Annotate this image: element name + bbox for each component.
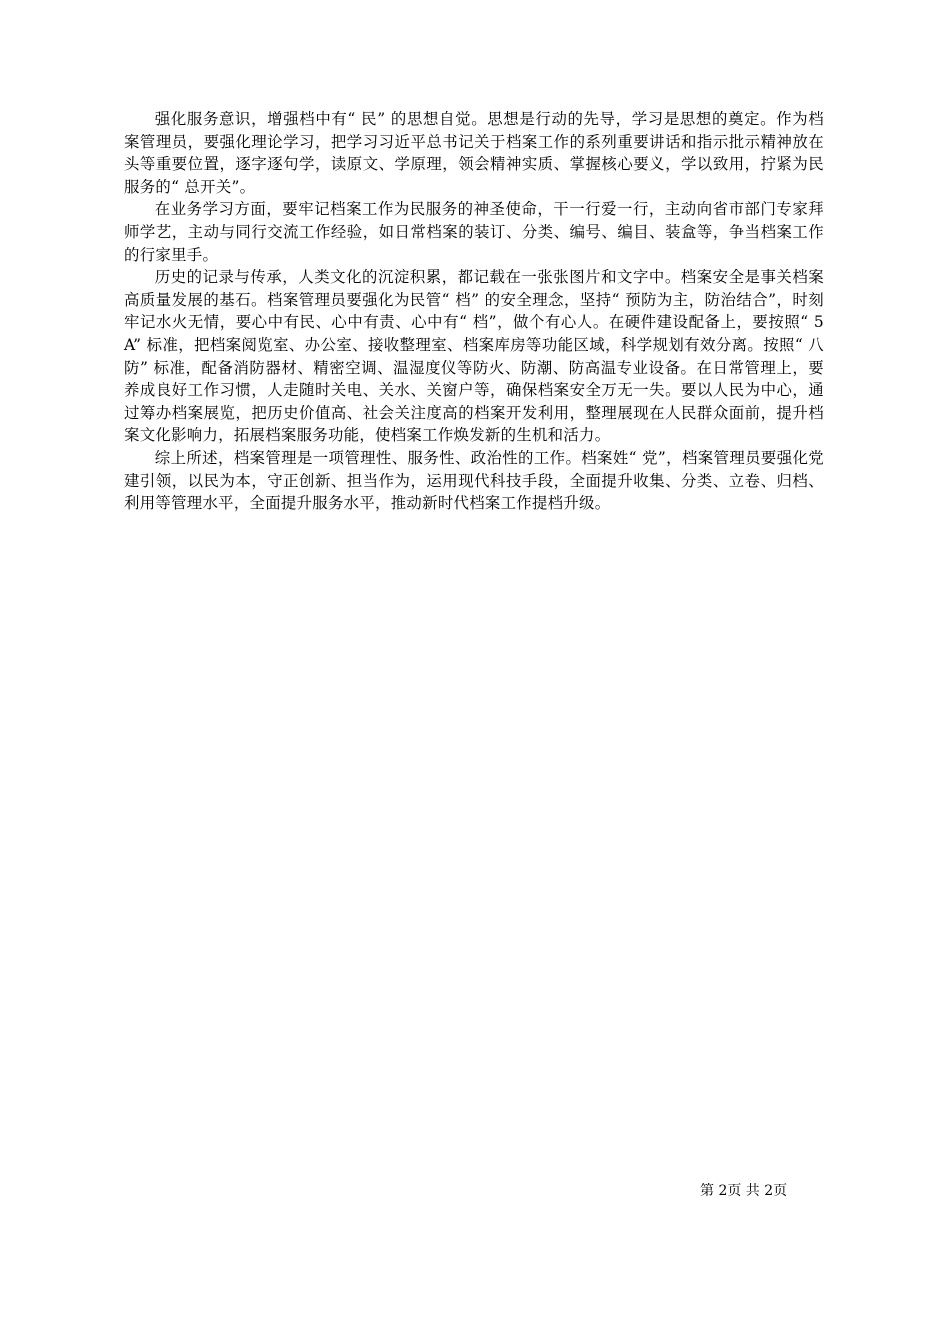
paragraph-2: 在业务学习方面，要牢记档案工作为民服务的神圣使命，干一行爱一行，主动向省市部门专家拜师学艺，主动与同行交流工作经验，如日常档案的装订、分类、编号、编目、装盒等，争当档案工作的行家里手。 xyxy=(124,200,824,264)
page-number-footer: 第 2页 共 2页 xyxy=(700,1183,788,1199)
paragraph-3: 历史的记录与传承，人类文化的沉淀积累，都记载在一张张图片和文字中。档案安全是事关档案高质量发展的基石。档案管理员要强化为民管“ 档” 的安全理念，坚持“ 预防为主，防治结合”，时刻牢记水火无情，要心中有民、心中有责、心中有“ 档”，做个有心人。在硬件建设配备上，要按照“ 5A” 标准，把档案阅览室、办公室、接收整理室、档案库房等功能区域，科学规划有效分离。按照“ 八防” 标准，配备消防器材、精密空调、温湿度仪等防火、防潮、防高温专业设备。在日常管理上，要养成良好工作习惯，人走随时关电、关水、关窗户等，确保档案安全万无一失。要以人民为中心，通过筹办档案展览，把历史价值高、社会关注度高的档案开发利用，整理展现在人民群众面前，提升档案文化影响力，拓展档案服务功能，使档案工作焕发新的生机和活力。 xyxy=(124,268,824,445)
paragraph-1: 强化服务意识，增强档中有“ 民” 的思想自觉。思想是行动的先导，学习是思想的奠定。作为档案管理员，要强化理论学习，把学习习近平总书记关于档案工作的系列重要讲话和指示批示精神放在头等重要位置，逐字逐句学，读原文、学原理，领会精神实质、掌握核心要义，学以致用，拧紧为民服务的“ 总开关”。 xyxy=(124,110,824,196)
paragraph-4: 综上所述，档案管理是一项管理性、服务性、政治性的工作。档案姓“ 党”，档案管理员要强化党建引领，以民为本，守正创新、担当作为，运用现代科技手段，全面提升收集、分类、立卷、归档、利用等管理水平，全面提升服务水平，推动新时代档案工作提档升级。 xyxy=(124,448,824,513)
document-body xyxy=(124,108,824,515)
